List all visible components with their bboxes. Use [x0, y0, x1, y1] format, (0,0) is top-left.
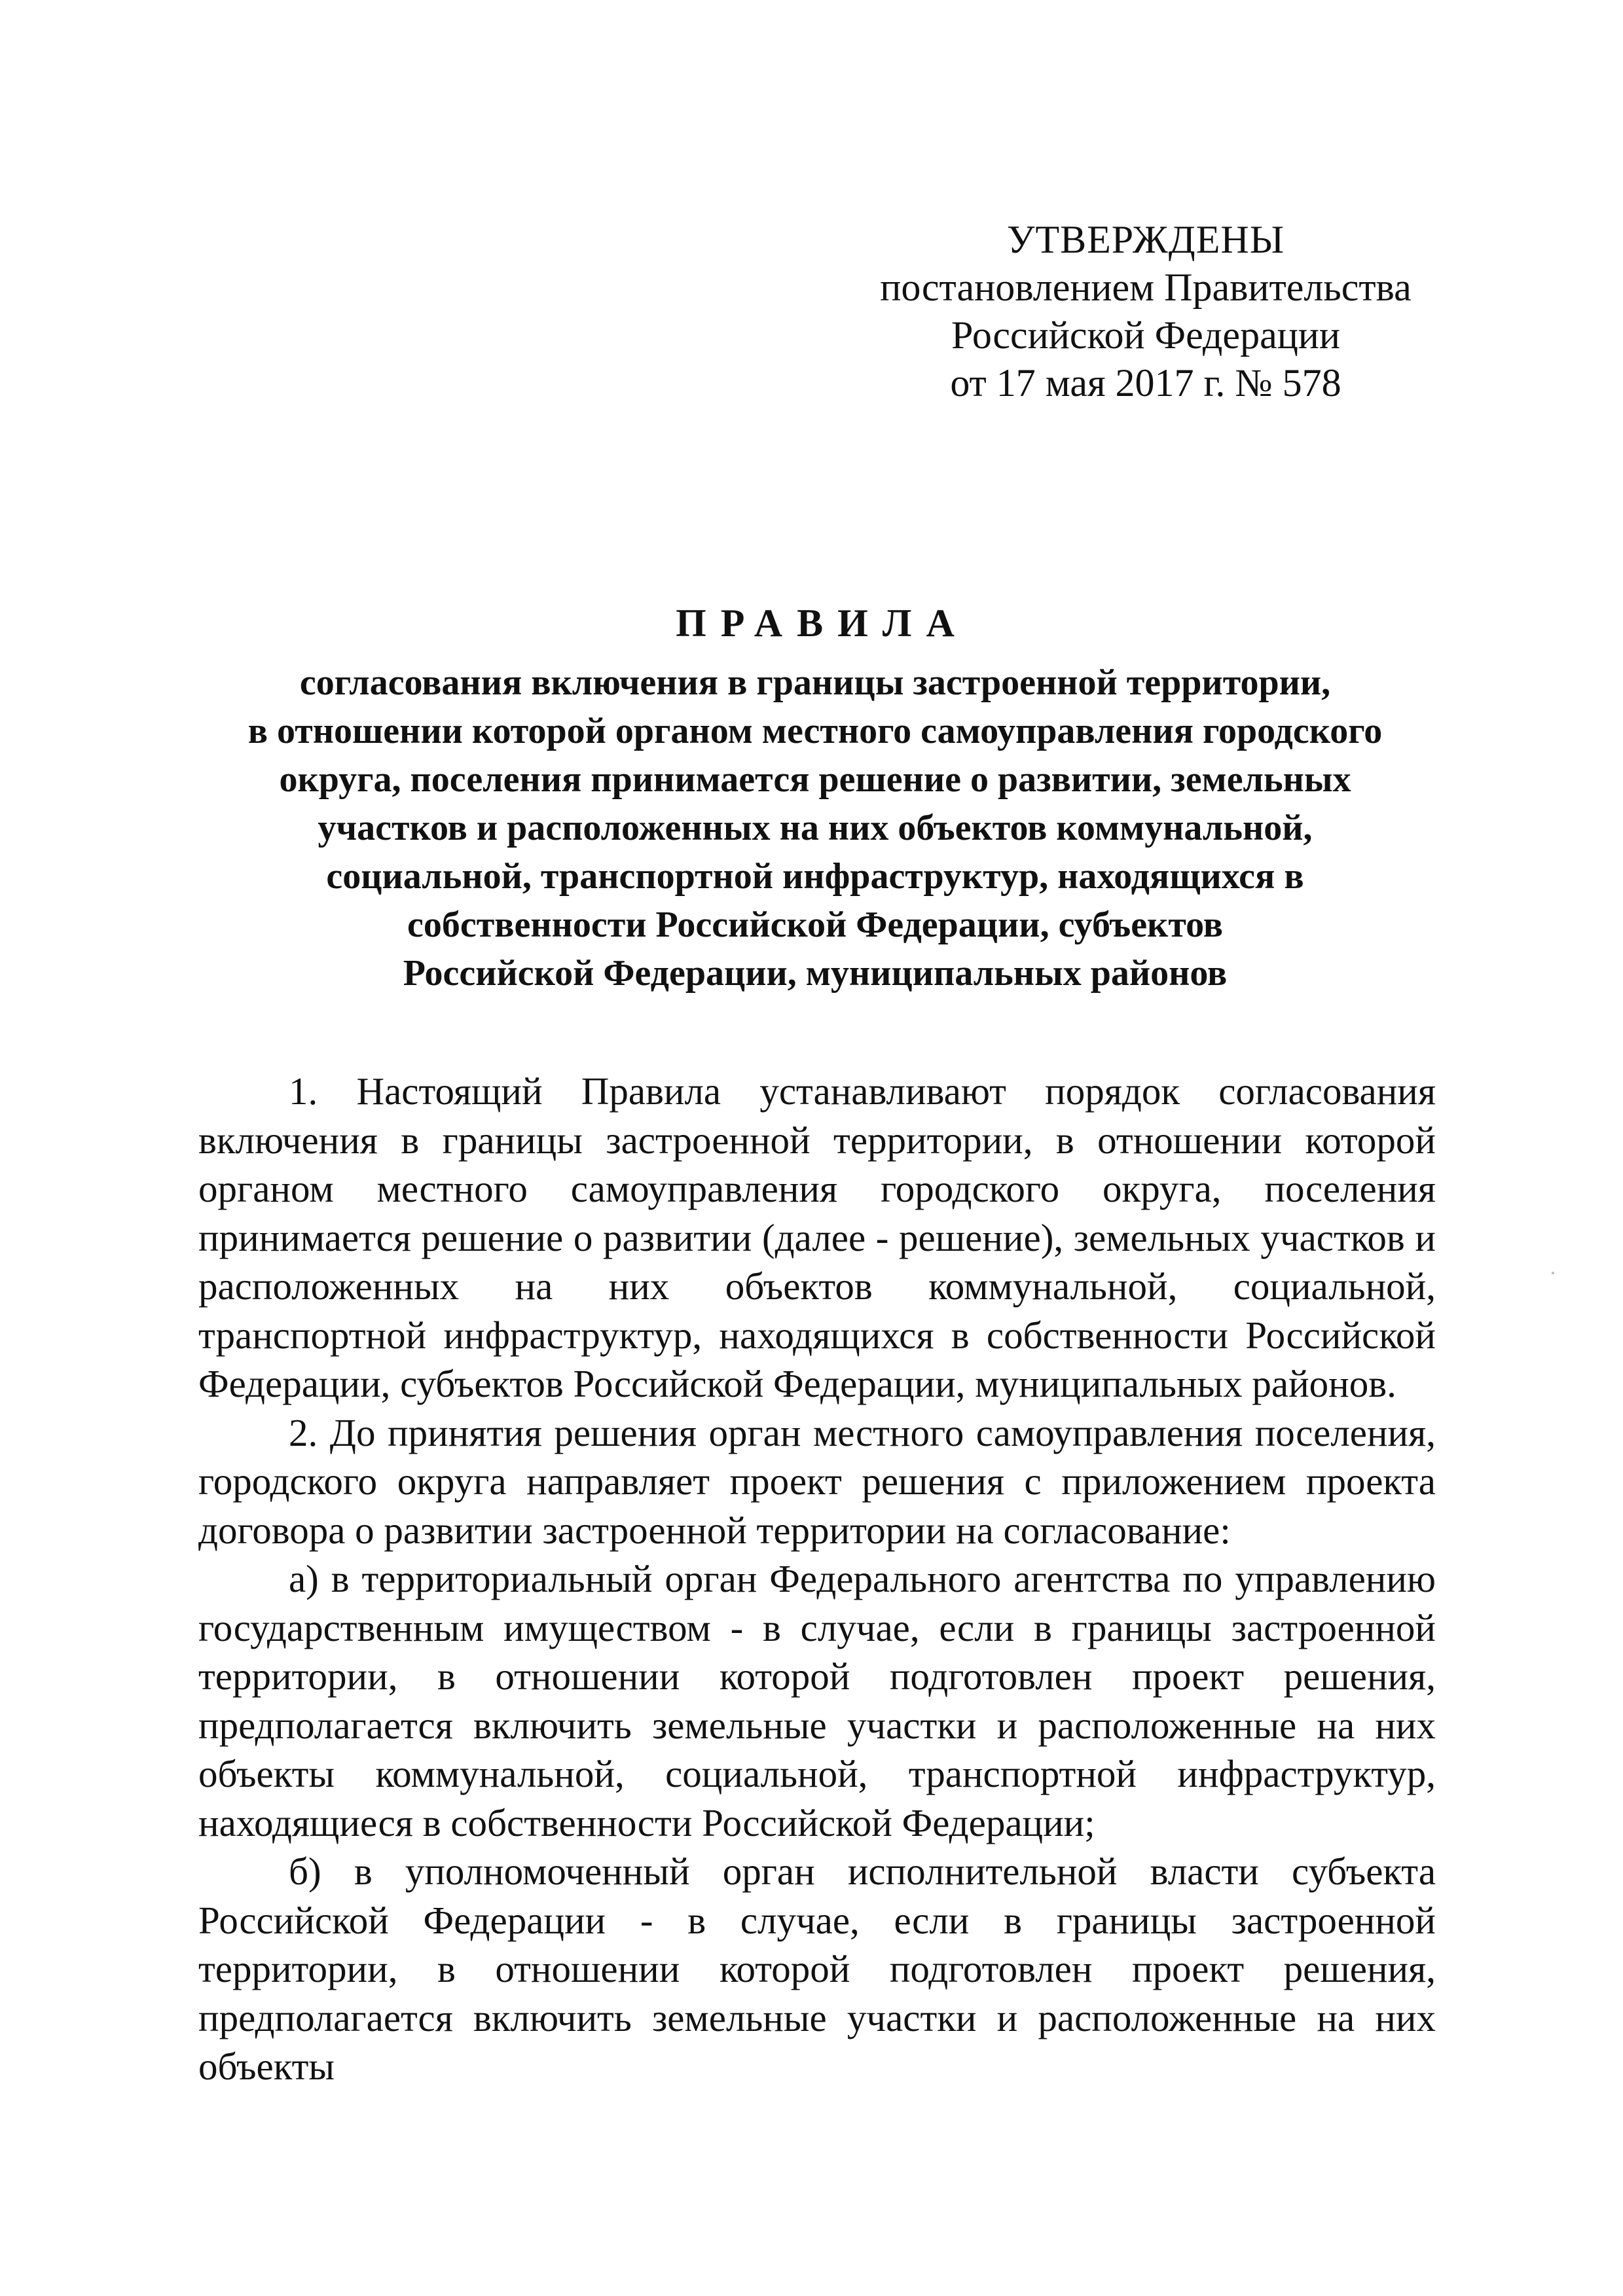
title-line: собственности Российской Федерации, субъектов: [407, 905, 1223, 945]
approval-line-3: от 17 мая 2017 г. № 578: [950, 361, 1341, 404]
paragraph-2: 2. До принятия решения орган местного самоуправления поселения, городского округа направляет проект решения с приложением проекта договора о развитии застроенной территории на согласование:: [198, 1410, 1436, 1552]
title-line: округа, поселения принимается решение о развитии, земельных: [279, 759, 1351, 800]
approval-stamp: [851, 216, 1440, 407]
approval-line-1: постановлением Правительства: [880, 266, 1412, 309]
paragraph-2b: б) в уполномоченный орган исполнительной власти субъекта Российской Федерации - в случае, если в границы застроенной территории, в отношении которой подготовлен проект решения, предполагается включить земельные участки и расположенные на них объекты: [198, 1850, 1436, 2088]
paragraph-1: 1. Настоящий Правила устанавливают порядок согласования включения в границы застроенной территории, в отношении которой органом местного самоуправления городского округа, поселения принимается решение о развитии (далее - решение), земельных участков и расположенных на них объектов коммунальной, социальной, транспортной инфраструктур, находящихся в собственности Российской Федерации, субъектов Российской Федерации, муниципальных районов.: [198, 1069, 1436, 1405]
title-line: в отношении которой органом местного самоуправления городского: [247, 711, 1383, 751]
title-line: согласования включения в границы застроенной территории,: [299, 662, 1331, 703]
scan-speck: [1552, 1272, 1554, 1274]
title-line: участков и расположенных на них объектов коммунальной,: [318, 808, 1313, 848]
paragraph-2a: а) в территориальный орган Федерального агентства по управлению государственным имуществом - в случае, если в границы застроенной территории, в отношении которой подготовлен проект решения, предполагается включить земельные участки и расположенные на них объекты коммунальной, социальной, транспортной инфраструктур, находящиеся в собственности Российской Федерации;: [198, 1557, 1436, 1844]
document-title: [164, 594, 1467, 997]
approval-line-2: Российской Федерации: [951, 314, 1341, 357]
title-line: социальной, транспортной инфраструктур, находящихся в: [326, 856, 1304, 897]
document-body: [198, 1067, 1436, 2091]
approval-heading: УТВЕРЖДЕНЫ: [1006, 218, 1285, 261]
title-word: ПРАВИЛА: [676, 601, 969, 645]
title-line: Российской Федерации, муниципальных районов: [403, 953, 1228, 994]
